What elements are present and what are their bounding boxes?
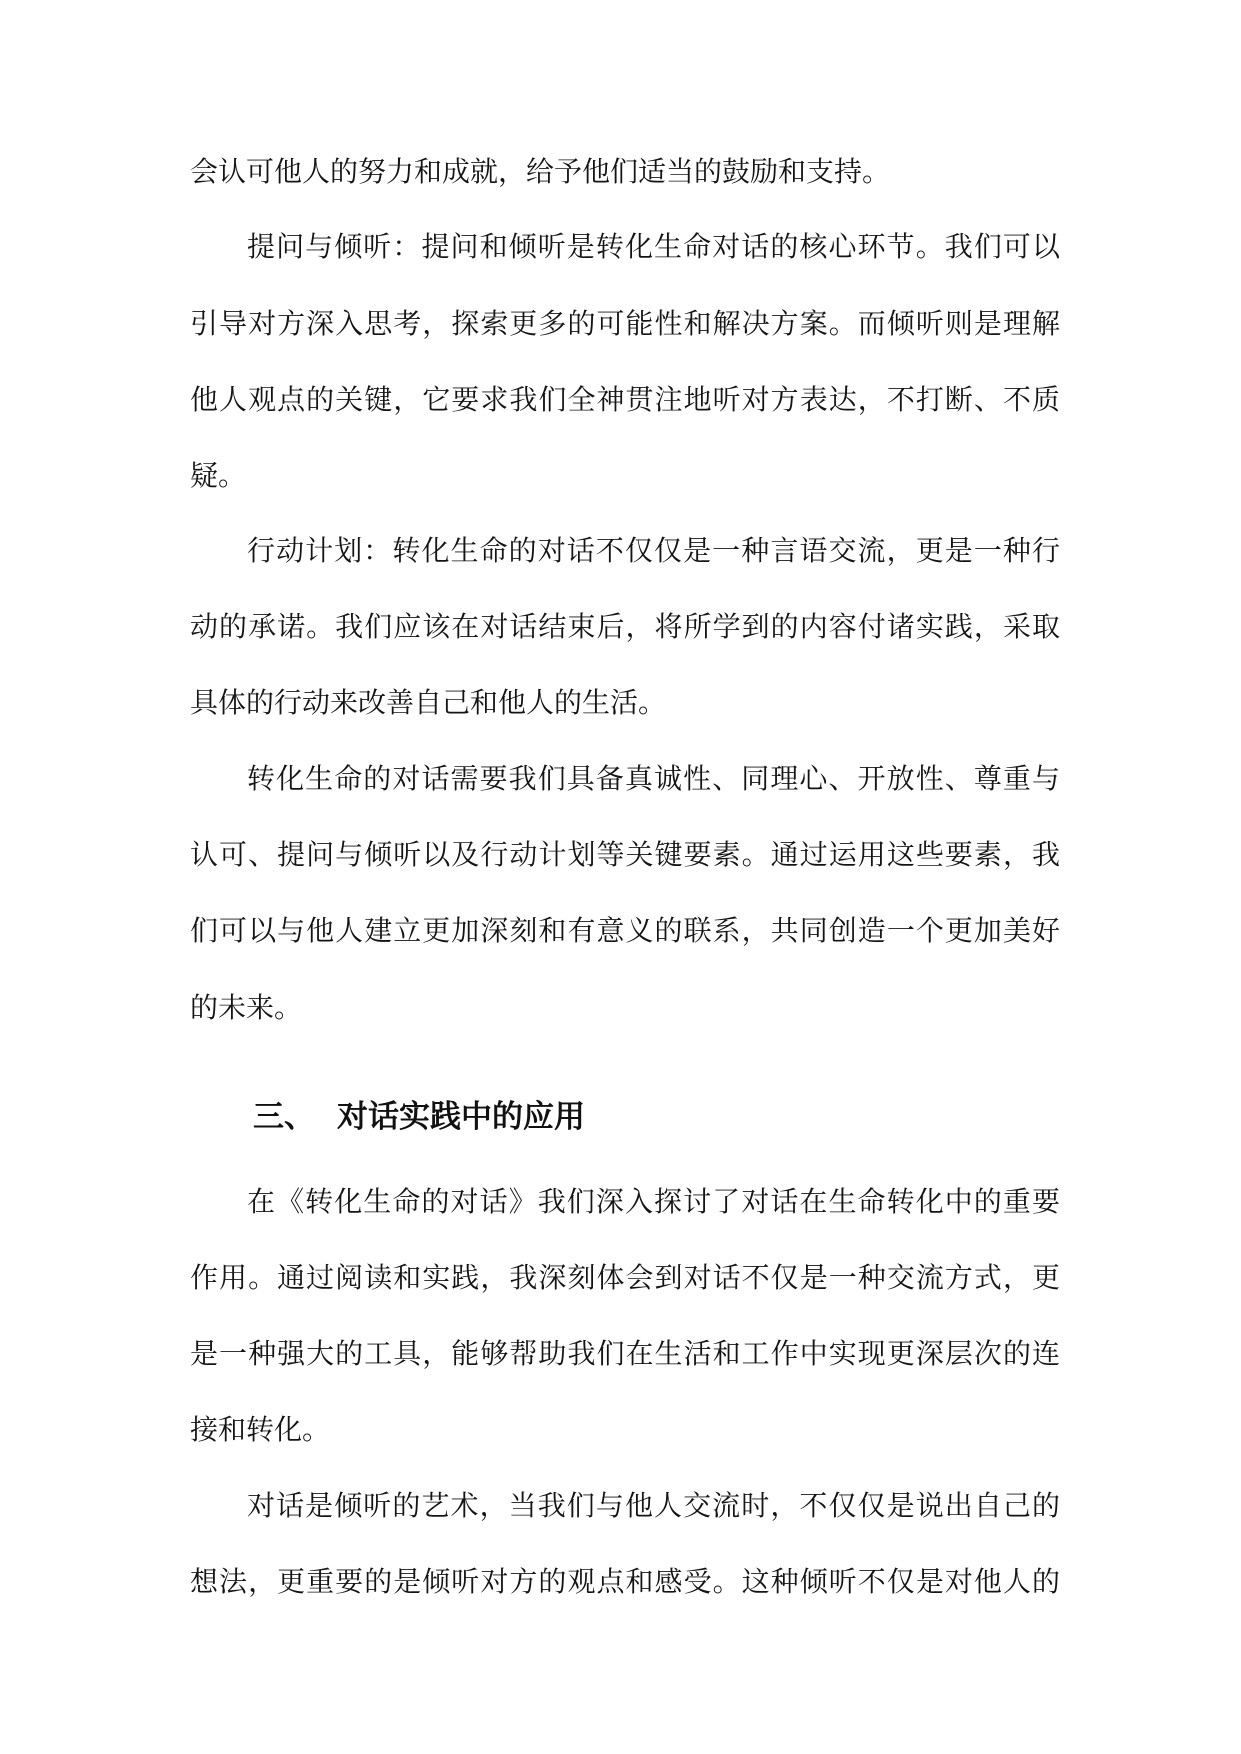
paragraph-line: 接和转化。 (190, 1413, 331, 1446)
paragraph-line: 会认可他人的努力和成就，给予他们适当的鼓励和支持。 (190, 155, 891, 188)
paragraph-line: 转化生命的对话需要我们具备真诚性、同理心、开放性、尊重与 (247, 762, 1060, 795)
section-title: 对话实践中的应用 (337, 1099, 585, 1135)
paragraph-line: 是一种强大的工具，能够帮助我们在生活和工作中实现更深层次的连 (190, 1337, 1060, 1370)
paragraph-line: 们可以与他人建立更加深刻和有意义的联系，共同创造一个更加美好 (190, 914, 1060, 947)
paragraph-line: 作用。通过阅读和实践，我深刻体会到对话不仅是一种交流方式，更 (190, 1261, 1060, 1294)
paragraph-line: 他人观点的关键，它要求我们全神贯注地听对方表达，不打断、不质 (190, 383, 1060, 416)
section-number: 三、 (253, 1099, 315, 1135)
paragraph-line: 行动计划：转化生命的对话不仅仅是一种言语交流，更是一种行 (247, 534, 1060, 567)
paragraph-line: 提问与倾听：提问和倾听是转化生命对话的核心环节。我们可以 (247, 230, 1060, 263)
paragraph-line: 想法，更重要的是倾听对方的观点和感受。这种倾听不仅是对他人的 (190, 1565, 1060, 1598)
paragraph-line: 在《转化生命的对话》我们深入探讨了对话在生命转化中的重要 (247, 1185, 1060, 1218)
paragraph-line: 的未来。 (190, 991, 303, 1024)
paragraph-line: 引导对方深入思考，探索更多的可能性和解决方案。而倾听则是理解 (190, 307, 1060, 340)
paragraph-line: 疑。 (190, 459, 247, 492)
paragraph-line: 动的承诺。我们应该在对话结束后，将所学到的内容付诸实践，采取 (190, 610, 1060, 643)
paragraph-line: 认可、提问与倾听以及行动计划等关键要素。通过运用这些要素，我 (190, 838, 1060, 871)
section-heading (253, 1085, 585, 1149)
paragraph-line: 对话是倾听的艺术，当我们与他人交流时，不仅仅是说出自己的 (247, 1489, 1060, 1522)
paragraph-line: 具体的行动来改善自己和他人的生活。 (190, 686, 667, 719)
